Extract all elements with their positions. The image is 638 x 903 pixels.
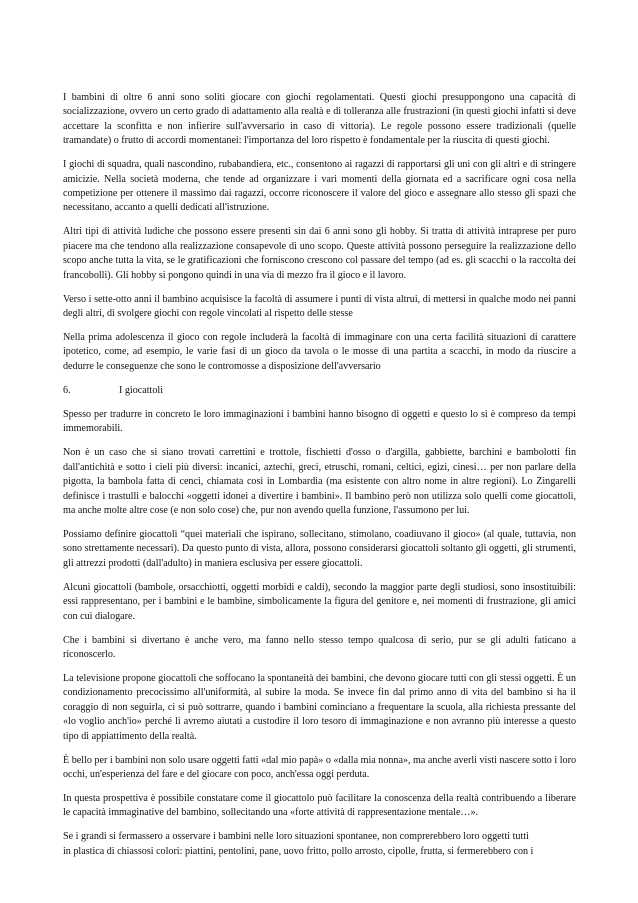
- paragraph-fun-and-serious: Che i bambini si divertano è anche vero, ma fanno nello stesso tempo qualcosa di serio, pur se gli adulti faticano a riconoscerlo.: [63, 634, 576, 660]
- paragraph-perspective: In questa prospettiva è possibile constatare come il giocattolo può facilitare la conoscenza della realtà contribuendo a liberare le capacità immaginative del bambino, sollecitando una «forte attività di rappresentazione mentale…».: [63, 792, 576, 819]
- paragraph-television: La televisione propone giocattoli che soffocano la spontaneità dei bambini, che devono giocare tutti con gli stessi oggetti. È un condizionamento precocissimo all'uniformità, al subire la moda. Se invece fin dal primo anno di vita del bambino si ha il coraggio di non seguirla, ci si può sottrarre, quando i bambini cominciano a frequentare la scuola, alla richiesta pressante del «lo voglio anch'io» perché li avremo aiutati a custodire il loro tesoro di immaginazione e non avranno più interesse a questo tipo di appiattimento della realtà.: [63, 672, 576, 742]
- final-line-2: in plastica di chiassosi colori: piattini, pentolini, pane, uovo fritto, pollo arrosto, cipolle, frutta, si fermerebbero con i: [63, 845, 534, 857]
- paragraph-irreplaceable-toys: Alcuni giocattoli (bambole, orsacchiotti, oggetti morbidi e caldi), secondo la maggior parte degli studiosi, sono insostituibili: essi rappresentano, per i bambini e le bambine, simbolicamente la figura del genitore e, nei momenti di frustrazione, gli amici con cui dialogare.: [63, 581, 576, 622]
- section-number: 6.: [63, 384, 71, 396]
- paragraph-handmade-toys: È bello per i bambini non solo usare oggetti fatti «dal mio papà» o «dalla mia nonna», ma anche averli visti nascere sotto i loro occhi, un'esperienza del fare e del giocare con poco, anch'essa oggi perduta.: [63, 754, 576, 780]
- paragraph-regulated-games: I bambini di oltre 6 anni sono soliti giocare con giochi regolamentati. Questi giochi presuppongono una capacità di socializzazione, ovvero un certo grado di adattamento alla realtà e di tolleranza alle frustrazioni (in questi giochi infatti si deve accettare la sconfitta e non infierire sull'avversario in caso di vittoria). Le regole possono essere tradizionali (quelle tramandate) o frutto di accordi momentanei: l'importanza del loro rispetto è fondamentale per la riuscita di questi giochi.: [63, 92, 576, 147]
- paragraph-historic-toys: Non è un caso che si siano trovati carrettini e trottole, fischietti d'osso o d'argilla, gabbiette, barchini e bambolotti fin dall'antichità e sotto i cieli più diversi: incanici, aztechi, greci, etruschi, romani, celtici, egizi, cinesi… per non parlare della pigotta, la bambola fatta di cenci, chiamata così in Lombardia (ma esistente con altro nome in altre regioni). Lo Zingarelli definisce i trastulli e balocchi «oggetti idonei a divertire i bambini». Il bambino però non utilizza solo quelli come giocattoli, ma anche molte altre cose (e non solo cose) che, pur non avendo quella funzione, l'assumono per lui.: [63, 447, 576, 516]
- paragraph-toy-definition: Possiamo definire giocattoli “quei materiali che ispirano, sollecitano, stimolano, coadiuvano il gioco» (al quale, tuttavia, non sono strettamente necessari). Da questo punto di vista, allora, possono considerarsi giocattoli soltanto gli oggetti, gli strumenti, gli attrezzi prodotti (dall'adulto) in maniera esclusiva per essere giocattoli.: [63, 528, 576, 569]
- paragraph-team-games: I giochi di squadra, quali nascondino, rubabandiera, etc., consentono ai ragazzi di rapportarsi gli uni con gli altri e di stringere amicizie. Nella società moderna, che tende ad organizzare i vari momenti della giornata ed a sacrificare ogni cosa nella competizione per ottenere il massimo dai ragazzi, occorre riconoscere il valore del gioco e assegnare allo stesso gli spazi che necessitano, accanto a quelli dedicati all'istruzione.: [63, 159, 576, 214]
- paragraph-objects: Spesso per tradurre in concreto le loro immaginazioni i bambini hanno bisogno di oggetti e questo lo si è compreso da tempi immemorabili.: [63, 408, 576, 435]
- paragraph-seven-eight-years: Verso i sette-otto anni il bambino acquisisce la facoltà di assumere i punti di vista altrui, di mettersi in qualche modo nei panni degli altri, di svolgere giochi con regole vincolati al rispetto delle stesse: [63, 293, 576, 320]
- section-title: I giocattoli: [119, 384, 164, 396]
- paragraph-hobbies: Altri tipi di attività ludiche che possono essere presenti sin dai 6 anni sono gli hobby. Si tratta di attività intraprese per puro piacere ma che tendono alla realizzazione consapevole di uno scopo. Queste attività possono perseguire la realizzazione dello scopo anche tutta la vita, se le gratificazioni che forniscono crescono col passare del tempo (ad es. gli scacchi o la raccolta dei francobolli). Gli hobby si pongono quindi in una via di mezzo fra il gioco e il lavoro.: [63, 226, 576, 281]
- final-line-1: Se i grandi si fermassero a osservare i bambini nelle loro situazioni spontanee, non comprerebbero loro oggetti tutti: [63, 831, 529, 843]
- paragraph-adolescence: Nella prima adolescenza il gioco con regole includerà la facoltà di immaginare con una certa facilità situazioni di carattere ipotetico, come, ad esempio, le varie fasi di un gioco da tavola o le mosse di una partita a scacchi, in modo da riuscire a dedurre le conseguenze che sono le contromosse a disposizione dell'avversario: [63, 332, 576, 372]
- section-heading: [63, 384, 576, 398]
- paragraph-final: [63, 830, 576, 859]
- document-body: [63, 91, 576, 859]
